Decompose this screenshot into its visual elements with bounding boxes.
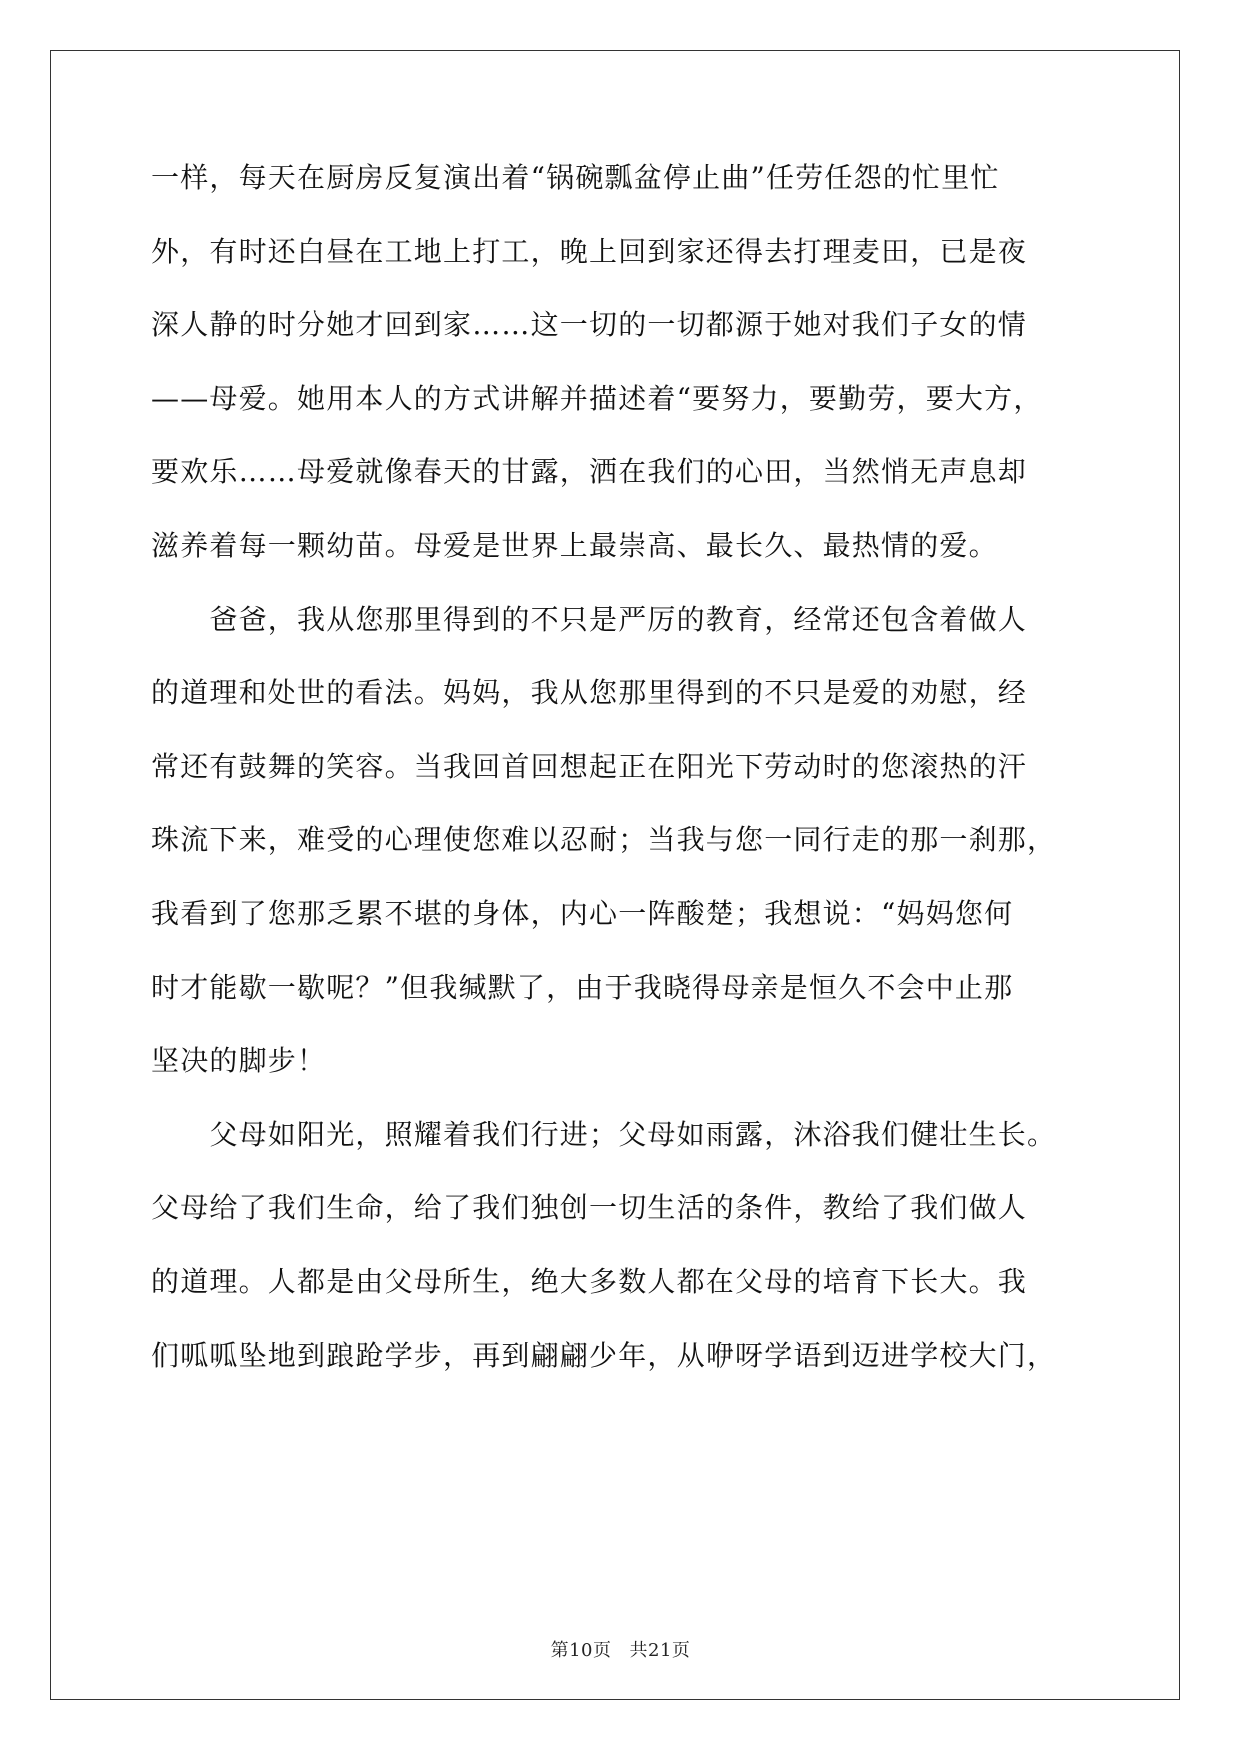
text-line: 深人静的时分她才回到家……这一切的一切都源于她对我们子女的情 — [151, 308, 1028, 342]
body-text — [151, 161, 1101, 1415]
text-line: 滋养着每一颗幼苗。母爱是世界上最崇高、最长久、最热情的爱。 — [151, 528, 998, 562]
text-line: 爸爸，我从您那里得到的不只是严厉的教育，经常还包含着做人 — [151, 602, 1028, 636]
text-line: 外，有时还白昼在工地上打工，晚上回到家还得去打理麦田，已是夜 — [151, 234, 1028, 268]
text-line: 父母给了我们生命，给了我们独创一切生活的条件，教给了我们做人 — [151, 1191, 1028, 1225]
text-line: 要欢乐……母爱就像春天的甘露，洒在我们的心田，当然悄无声息却 — [151, 455, 1028, 489]
text-line: 常还有鼓舞的笑容。当我回首回想起正在阳光下劳动时的您滚热的汗 — [151, 749, 1028, 783]
text-line: 一样，每天在厨房反复演出着“锅碗瓢盆停止曲”任劳任怨的忙里忙 — [151, 161, 1000, 194]
text-line: ——母爱。她用本人的方式讲解并描述着“要努力，要勤劳，要大方， — [151, 381, 1043, 415]
text-line: 珠流下来，难受的心理使您难以忍耐；当我与您一同行走的那一刹那， — [151, 823, 1057, 857]
text-line: 时才能歇一歇呢？”但我缄默了，由于我晓得母亲是恒久不会中止那 — [151, 970, 1014, 1004]
text-line: 的道理。人都是由父母所生，绝大多数人都在父母的培育下长大。我 — [151, 1264, 1028, 1298]
page-footer — [0, 1636, 1241, 1662]
page-total: 共21页 — [629, 1640, 691, 1661]
text-line: 们呱呱坠地到踉跄学步，再到翩翩少年，从咿呀学语到迈进学校大门， — [151, 1338, 1057, 1372]
text-line: 父母如阳光，照耀着我们行进；父母如雨露，沐浴我们健壮生长。 — [151, 1117, 1057, 1151]
text-line: 坚决的脚步！ — [151, 1044, 327, 1078]
page-number: 第10页 — [550, 1640, 612, 1661]
text-line: 的道理和处世的看法。妈妈，我从您那里得到的不只是爱的劝慰，经 — [151, 676, 1028, 710]
text-line: 我看到了您那乏累不堪的身体，内心一阵酸楚；我想说：“妈妈您何 — [151, 896, 1014, 930]
